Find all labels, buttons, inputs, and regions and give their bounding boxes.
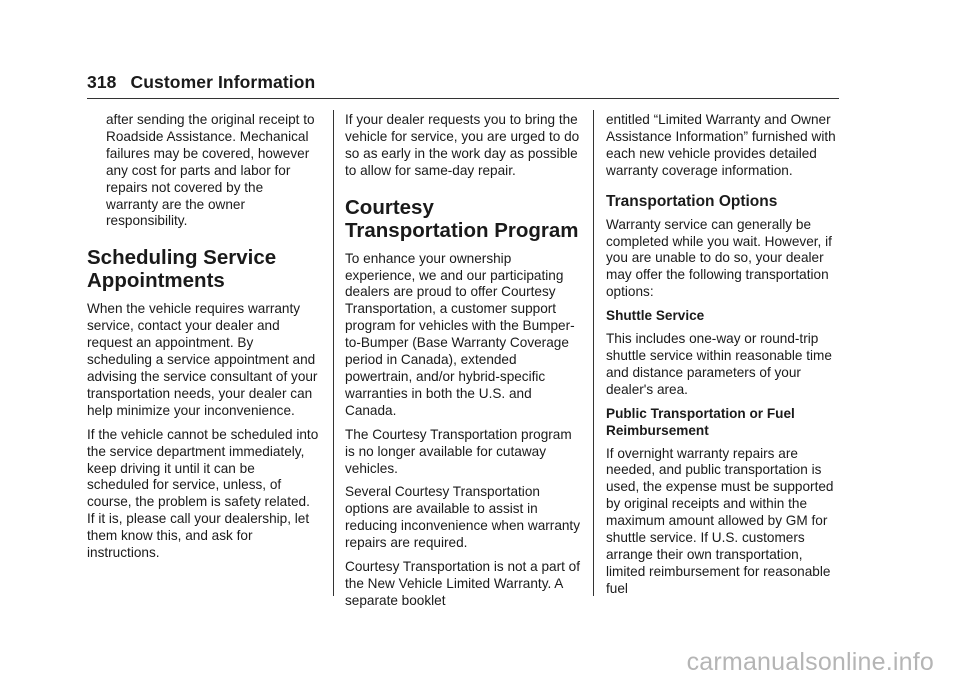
column-2 [345, 112, 581, 617]
scheduling-paragraph-2: If the vehicle cannot be scheduled into the service department immediately, keep driving it until it can be scheduled for service, unless, of course, the problem is safety related. If it is, please call your dealership, let them know this, and ask for instructions. [87, 426, 319, 561]
scheduling-paragraph-1: When the vehicle requires warranty service, contact your dealer and request an appointment. By scheduling a service appointment and advising the service consultant of your transportation needs, your dealer can help minimize your inconvenience. [87, 301, 318, 418]
booklet-paragraph: entitled “Limited Warranty and Owner Assistance Information” furnished with each new vehicle provides detailed warranty coverage information. [606, 112, 836, 178]
continuation-paragraph: after sending the original receipt to Roadside Assistance. Mechanical failures may be covered, however any cost for parts and labor for repairs not covered by the warranty are the owner responsibility. [106, 112, 315, 229]
page-header [87, 72, 315, 93]
courtesy-paragraph-3: Several Courtesy Transportation options are available to assist in reducing inconvenience when warranty repairs are required. [345, 484, 581, 551]
courtesy-paragraph-2: The Courtesy Transportation program is no longer available for cutaway vehicles. [345, 426, 572, 476]
courtesy-paragraph-1: To enhance your ownership experience, we and our participating dealers are proud to offer Courtesy Transportation, a customer support program for vehicles with the Bumper-to-Bumper (Base Warranty Coverage period in Canada), extended powertrain, and/or hybrid-specific warranties in both the U.S. and Canada. [345, 250, 575, 418]
shuttle-service-paragraph: This includes one-way or round-trip shuttle service within reasonable time and distance parameters of your dealer's area. [606, 331, 832, 397]
transport-options-heading: Transportation Options [606, 192, 778, 210]
transport-options-paragraph: Warranty service can generally be completed while you wait. However, if you are unable to do so, your dealer may offer the following transportation options: [606, 216, 832, 300]
public-transport-paragraph: If overnight warranty repairs are needed, and public transportation is used, the expense must be supported by original receipts and within the maximum amount allowed by GM for shuttle service. If U.S. customers arrange their own transportation, limited reimbursement for reasonable fuel [606, 445, 834, 596]
page-number: 318 [87, 72, 117, 92]
column-divider-2 [593, 110, 594, 596]
dealer-request-paragraph: If your dealer requests you to bring the vehicle for service, you are urged to do so as early in the work day as possible to allow for same-day repair. [345, 112, 580, 178]
shuttle-service-subheading: Shuttle Service [606, 308, 705, 324]
column-3 [606, 112, 842, 605]
courtesy-heading: Courtesy Transportation Program [345, 195, 579, 242]
header-rule [87, 98, 839, 99]
section-title: Customer Information [130, 72, 316, 92]
column-divider-1 [333, 110, 334, 596]
public-transport-subheading: Public Transportation or Fuel Reimbursement [606, 405, 795, 438]
column-1 [87, 112, 319, 569]
scheduling-heading: Scheduling Service Appointments [87, 246, 277, 293]
courtesy-paragraph-4: Courtesy Transportation is not a part of the New Vehicle Limited Warranty. A separate booklet [345, 559, 580, 608]
watermark-text: carmanualsonline.info [686, 648, 934, 676]
